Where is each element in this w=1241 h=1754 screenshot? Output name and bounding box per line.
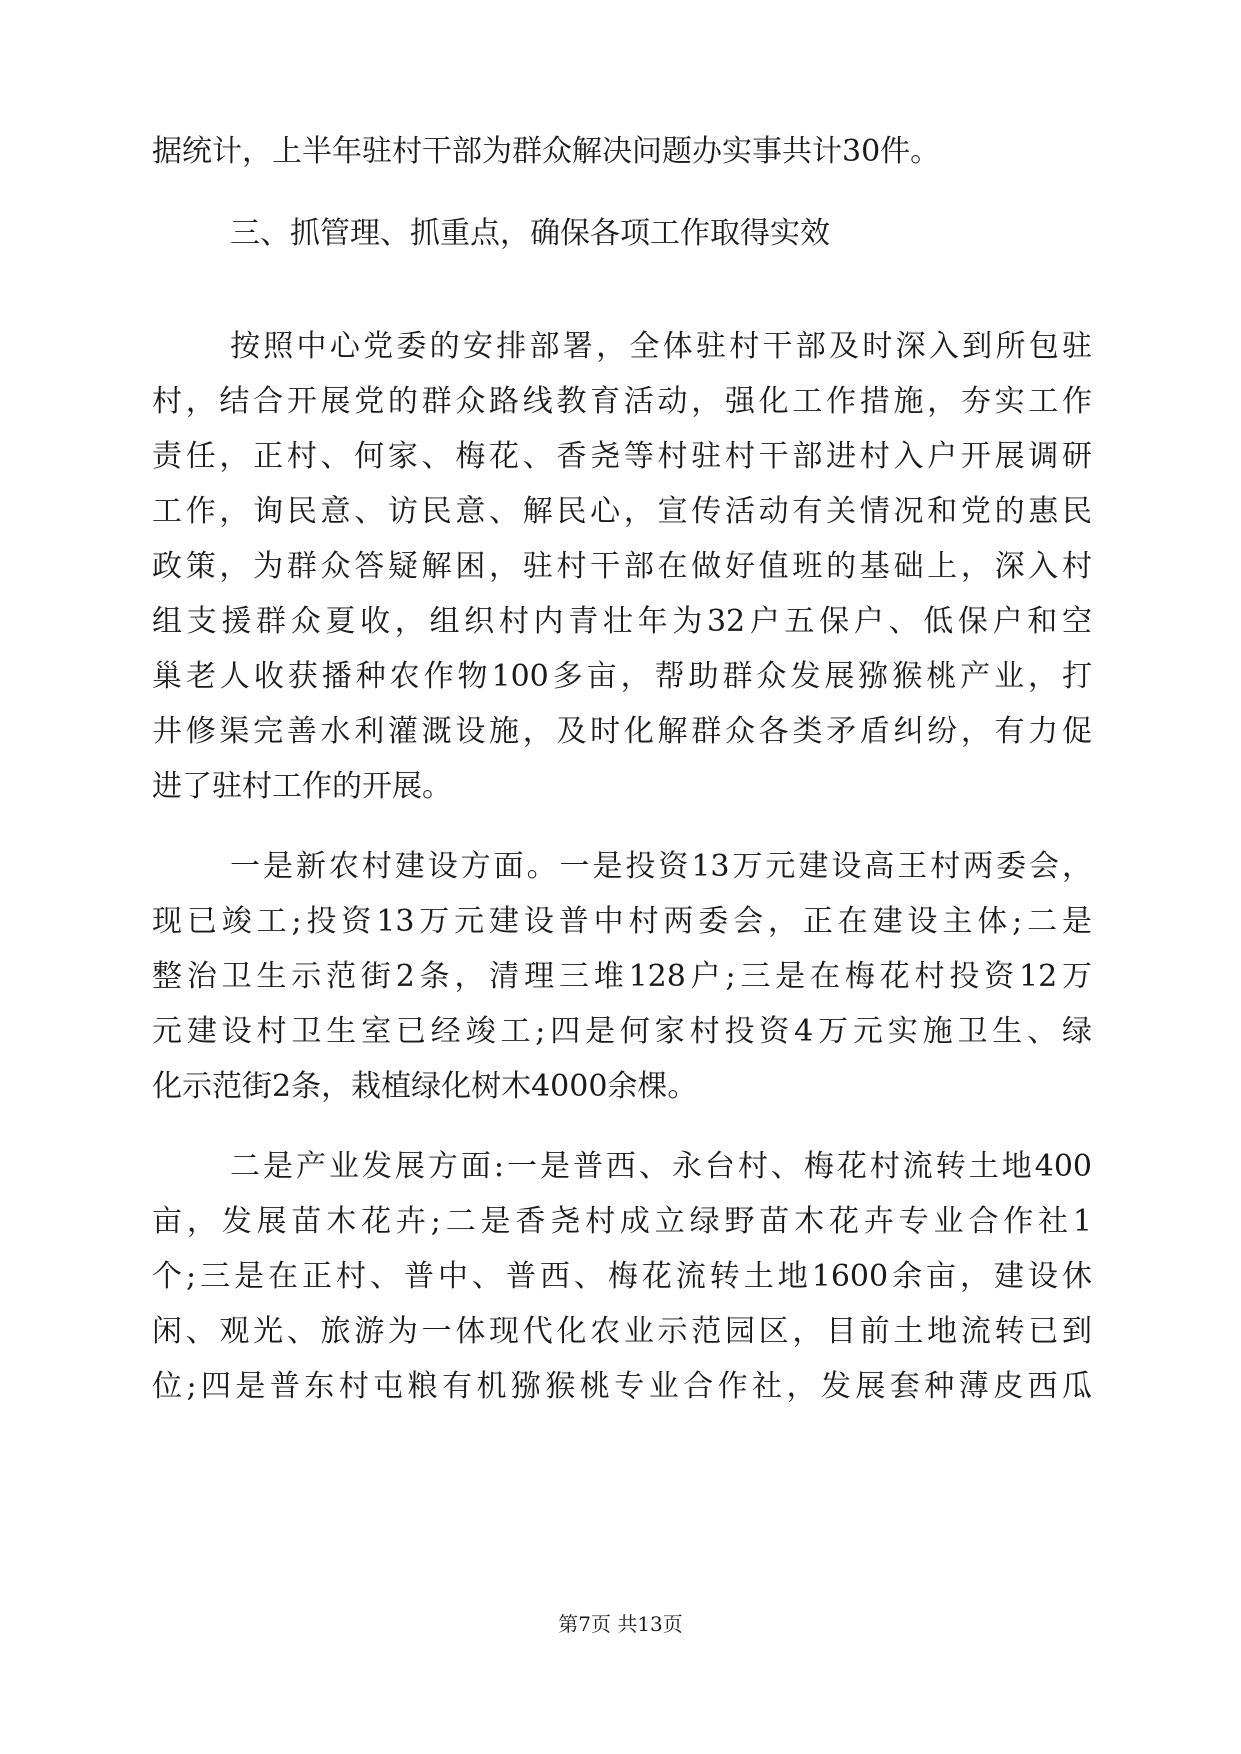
paragraph-line: 现已竣工;投资13万元建设普中村两委会，正在建设主体;二是	[152, 904, 1092, 939]
paragraph-line: 巢老人收获播种农作物100多亩，帮助群众发展猕猴桃产业，打	[152, 659, 1092, 694]
paragraph-line: 进了驻村工作的开展。	[152, 769, 452, 804]
section-heading: 三、抓管理、抓重点，确保各项工作取得实效	[230, 216, 830, 251]
paragraph-line: 政策，为群众答疑解困，驻村干部在做好值班的基础上，深入村	[152, 549, 1092, 584]
paragraph-line: 闲、观光、旅游为一体现代化农业示范园区，目前土地流转已到	[152, 1314, 1092, 1349]
paragraph-line: 化示范街2条，栽植绿化树木4000余棵。	[152, 1069, 698, 1104]
paragraph-line: 据统计，上半年驻村干部为群众解决问题办实事共计30件。	[152, 134, 941, 169]
paragraph-line: 一是新农村建设方面。一是投资13万元建设高王村两委会，	[230, 849, 1092, 884]
paragraph-line: 整治卫生示范街2条，清理三堆128户;三是在梅花村投资12万	[152, 959, 1092, 994]
page-number-footer: 第7页 共13页	[558, 1612, 683, 1636]
paragraph-line: 位;四是普东村屯粮有机猕猴桃专业合作社，发展套种薄皮西瓜	[152, 1369, 1092, 1404]
paragraph-line: 工作，询民意、访民意、解民心，宣传活动有关情况和党的惠民	[152, 494, 1092, 529]
paragraph-line: 井修渠完善水利灌溉设施，及时化解群众各类矛盾纠纷，有力促	[152, 714, 1092, 749]
paragraph-line: 责任，正村、何家、梅花、香尧等村驻村干部进村入户开展调研	[152, 439, 1092, 474]
paragraph-line: 二是产业发展方面:一是普西、永台村、梅花村流转土地400	[230, 1149, 1092, 1184]
paragraph-line: 村，结合开展党的群众路线教育活动，强化工作措施，夯实工作	[152, 384, 1092, 419]
paragraph-line: 个;三是在正村、普中、普西、梅花流转土地1600余亩，建设休	[152, 1259, 1092, 1294]
paragraph-line: 组支援群众夏收，组织村内青壮年为32户五保户、低保户和空	[152, 604, 1092, 639]
paragraph-line: 亩，发展苗木花卉;二是香尧村成立绿野苗木花卉专业合作社1	[152, 1204, 1092, 1239]
paragraph-line: 元建设村卫生室已经竣工;四是何家村投资4万元实施卫生、绿	[152, 1014, 1092, 1049]
paragraph-line: 按照中心党委的安排部署，全体驻村干部及时深入到所包驻	[230, 329, 1092, 364]
